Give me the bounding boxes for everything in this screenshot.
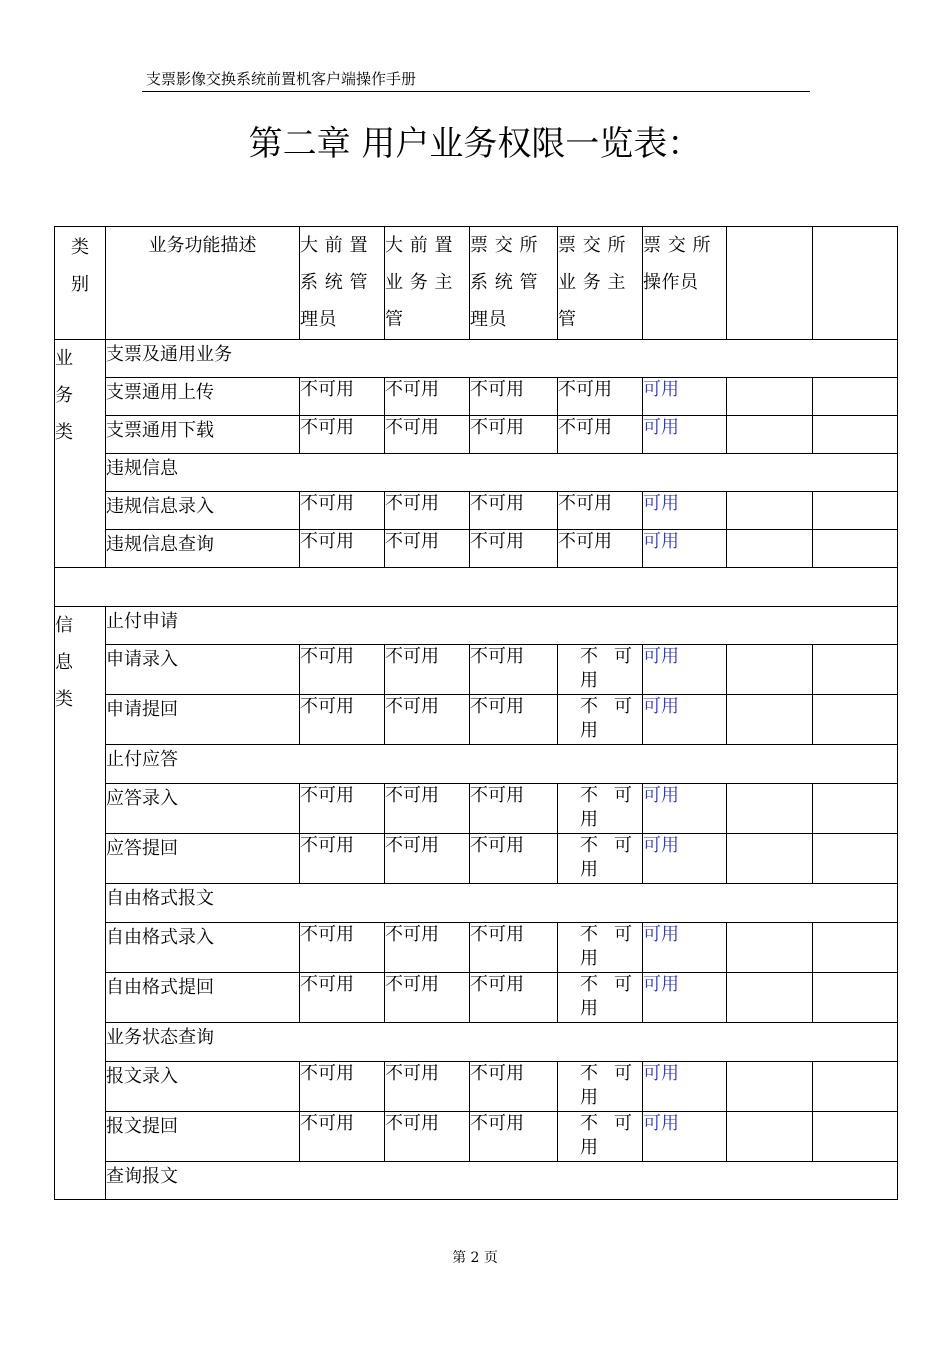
permission-cell: 不可用	[385, 923, 470, 973]
header-row	[55, 227, 898, 340]
header-category: 类 别	[55, 227, 106, 340]
permission-cell: 不可用	[385, 784, 470, 834]
header-role-2: 大 前 置 业 务 主 管	[385, 227, 470, 340]
header-role-3: 票 交 所 系 统 管 理员	[470, 227, 558, 340]
permission-cell: 不可用	[470, 378, 558, 416]
permission-cell: 不可用	[470, 923, 558, 973]
header-role-4: 票 交 所 业 务 主 管	[558, 227, 643, 340]
permission-cell: 不可用	[300, 834, 385, 884]
header-empty-1	[727, 227, 813, 340]
section-title: 违规信息	[106, 454, 898, 492]
section-title: 支票及通用业务	[106, 340, 898, 378]
header-role-5: 票 交 所 操作员	[643, 227, 727, 340]
section-row	[55, 340, 898, 378]
permission-cell: 不可用	[300, 492, 385, 530]
table-row	[55, 923, 898, 973]
category-info: 信 息 类	[55, 607, 106, 1200]
permission-cell: 不可用	[300, 378, 385, 416]
permission-cell: 不可用	[385, 416, 470, 454]
permission-cell: 不可用	[470, 695, 558, 745]
empty-cell	[727, 695, 813, 745]
permission-cell-available: 可用	[643, 973, 727, 1023]
section-row	[55, 745, 898, 784]
permission-cell: 不可用	[470, 530, 558, 568]
permission-cell: 不可用	[558, 416, 643, 454]
section-row	[55, 1162, 898, 1200]
function-name: 报文提回	[106, 1112, 300, 1162]
permission-cell: 不 可 用	[558, 1112, 643, 1162]
permission-cell: 不可用	[300, 784, 385, 834]
table-row	[55, 834, 898, 884]
permission-cell: 不 可 用	[558, 1062, 643, 1112]
permission-cell-available: 可用	[643, 530, 727, 568]
empty-cell	[727, 1062, 813, 1112]
empty-cell	[813, 378, 898, 416]
permission-cell: 不可用	[385, 695, 470, 745]
table-row	[55, 1062, 898, 1112]
spacer-row	[55, 568, 898, 607]
section-title: 查询报文	[106, 1162, 898, 1200]
permission-cell-available: 可用	[643, 492, 727, 530]
section-title: 止付申请	[106, 607, 898, 645]
permissions-table	[54, 226, 898, 1200]
empty-cell	[813, 1112, 898, 1162]
empty-cell	[727, 1112, 813, 1162]
table-row	[55, 973, 898, 1023]
function-name: 自由格式录入	[106, 923, 300, 973]
table-row	[55, 492, 898, 530]
permission-cell: 不 可 用	[558, 784, 643, 834]
empty-cell	[813, 923, 898, 973]
table-row	[55, 645, 898, 695]
permission-cell: 不 可 用	[558, 695, 643, 745]
section-row	[55, 1023, 898, 1062]
function-name: 支票通用上传	[106, 378, 300, 416]
category-business: 业 务 类	[55, 340, 106, 568]
permission-cell-available: 可用	[643, 784, 727, 834]
permission-cell: 不可用	[470, 784, 558, 834]
empty-cell	[813, 834, 898, 884]
permission-cell-available: 可用	[643, 695, 727, 745]
permission-cell: 不可用	[558, 492, 643, 530]
empty-cell	[813, 1062, 898, 1112]
permission-cell: 不 可 用	[558, 973, 643, 1023]
empty-cell	[813, 530, 898, 568]
empty-cell	[813, 695, 898, 745]
empty-cell	[727, 378, 813, 416]
function-name: 报文录入	[106, 1062, 300, 1112]
permission-cell-available: 可用	[643, 645, 727, 695]
empty-cell	[727, 973, 813, 1023]
empty-cell	[813, 645, 898, 695]
permission-cell: 不可用	[470, 834, 558, 884]
permission-cell: 不可用	[470, 492, 558, 530]
permission-cell: 不可用	[300, 645, 385, 695]
empty-cell	[727, 923, 813, 973]
empty-cell	[727, 530, 813, 568]
running-header: 支票影像交换系统前置机客户端操作手册	[142, 68, 810, 92]
permission-cell-available: 可用	[643, 1062, 727, 1112]
permission-cell: 不可用	[300, 416, 385, 454]
permission-cell: 不可用	[470, 973, 558, 1023]
permission-cell: 不 可 用	[558, 645, 643, 695]
section-title: 止付应答	[106, 745, 898, 784]
section-title: 自由格式报文	[106, 884, 898, 923]
permission-cell: 不可用	[470, 1112, 558, 1162]
function-name: 申请提回	[106, 695, 300, 745]
chapter-title: 第二章 用户业务权限一览表：	[248, 124, 702, 164]
permission-cell: 不可用	[300, 973, 385, 1023]
empty-cell	[813, 784, 898, 834]
permission-cell: 不可用	[385, 1112, 470, 1162]
section-row	[55, 454, 898, 492]
permission-cell: 不可用	[385, 1062, 470, 1112]
permission-cell: 不可用	[385, 492, 470, 530]
table-row	[55, 1112, 898, 1162]
permission-cell: 不可用	[385, 530, 470, 568]
permission-cell: 不可用	[470, 416, 558, 454]
permission-cell: 不可用	[300, 1112, 385, 1162]
permission-cell: 不可用	[470, 645, 558, 695]
section-row	[55, 607, 898, 645]
empty-cell	[727, 492, 813, 530]
header-role-1: 大 前 置 系 统 管 理员	[300, 227, 385, 340]
table-row	[55, 530, 898, 568]
permission-cell: 不可用	[300, 530, 385, 568]
table-row	[55, 695, 898, 745]
section-row	[55, 884, 898, 923]
section-title: 业务状态查询	[106, 1023, 898, 1062]
permission-cell: 不可用	[470, 1062, 558, 1112]
header-description: 业务功能描述	[106, 227, 300, 340]
empty-cell	[813, 973, 898, 1023]
permission-cell-available: 可用	[643, 923, 727, 973]
permission-cell-available: 可用	[643, 416, 727, 454]
permission-cell-available: 可用	[643, 378, 727, 416]
function-name: 违规信息查询	[106, 530, 300, 568]
empty-cell	[727, 416, 813, 454]
function-name: 违规信息录入	[106, 492, 300, 530]
permission-cell-available: 可用	[643, 1112, 727, 1162]
table-row	[55, 378, 898, 416]
table-row	[55, 784, 898, 834]
empty-cell	[55, 568, 898, 607]
table-row	[55, 416, 898, 454]
function-name: 申请录入	[106, 645, 300, 695]
empty-cell	[727, 645, 813, 695]
page-number: 第 2 页	[452, 1250, 498, 1266]
permission-cell: 不可用	[558, 530, 643, 568]
empty-cell	[813, 416, 898, 454]
permission-cell: 不可用	[300, 1062, 385, 1112]
function-name: 应答提回	[106, 834, 300, 884]
permission-cell: 不可用	[385, 378, 470, 416]
permission-cell: 不可用	[385, 645, 470, 695]
permission-cell: 不可用	[385, 973, 470, 1023]
header-empty-2	[813, 227, 898, 340]
permission-cell: 不可用	[300, 923, 385, 973]
permission-cell: 不可用	[300, 695, 385, 745]
permission-cell: 不 可 用	[558, 834, 643, 884]
permission-cell: 不可用	[385, 834, 470, 884]
permission-cell-available: 可用	[643, 834, 727, 884]
permission-cell: 不 可 用	[558, 923, 643, 973]
function-name: 支票通用下载	[106, 416, 300, 454]
empty-cell	[727, 834, 813, 884]
function-name: 应答录入	[106, 784, 300, 834]
permission-cell: 不可用	[558, 378, 643, 416]
empty-cell	[813, 492, 898, 530]
empty-cell	[727, 784, 813, 834]
function-name: 自由格式提回	[106, 973, 300, 1023]
